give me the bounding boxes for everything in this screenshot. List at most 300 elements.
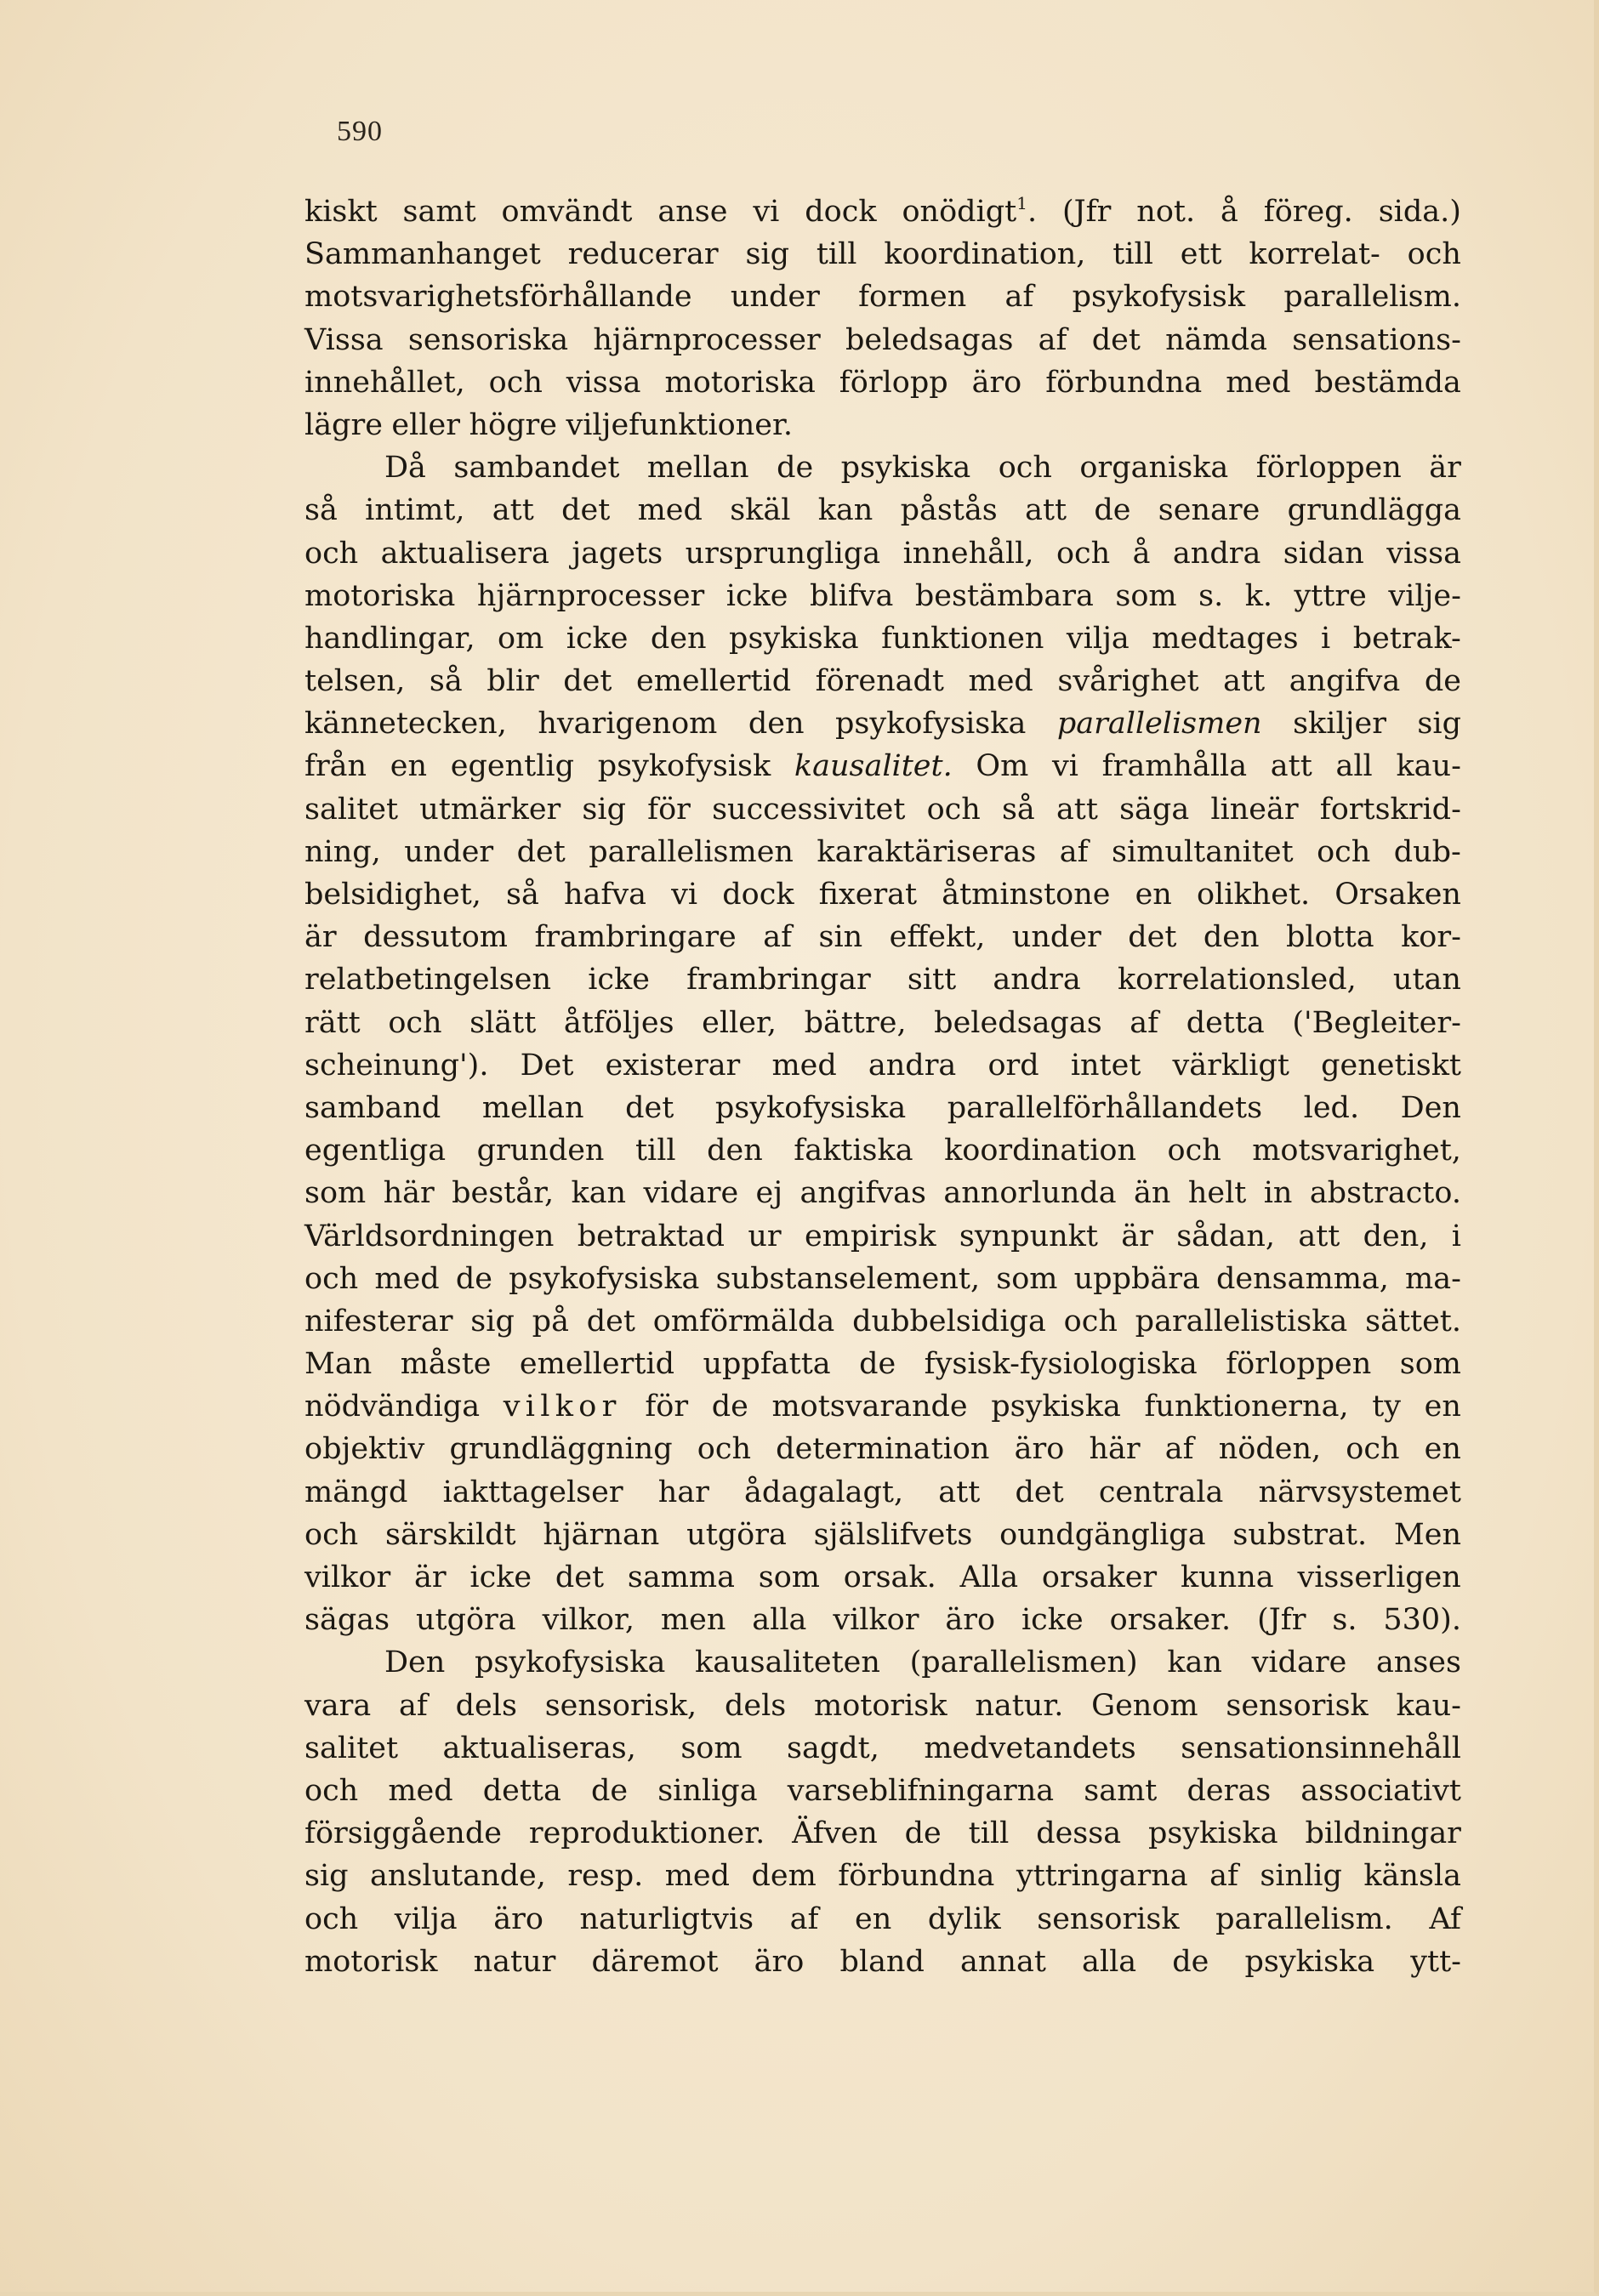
- word: en: [1424, 1390, 1461, 1424]
- word: orsaker: [1041, 1560, 1158, 1594]
- word: Då: [384, 451, 426, 486]
- word: kau-: [1396, 1688, 1461, 1723]
- word: natur: [473, 1944, 556, 1979]
- word: är: [1121, 1219, 1153, 1253]
- word: onödigt$^1$.: [902, 193, 1038, 229]
- word: alla: [1082, 1944, 1137, 1979]
- word: förloppen: [1255, 451, 1402, 486]
- word: reducerar: [567, 237, 719, 272]
- word: not.: [1136, 195, 1196, 229]
- word: och: [304, 1261, 359, 1296]
- word: att: [492, 493, 534, 528]
- word: orsak.: [843, 1560, 936, 1594]
- text-line: [304, 1044, 1461, 1087]
- word: omförmälda: [652, 1304, 835, 1338]
- word: här: [383, 1176, 435, 1211]
- word: korrelationsled,: [1117, 963, 1357, 997]
- word: relatbetingelsen: [304, 963, 552, 997]
- word: själslifvets: [813, 1517, 973, 1552]
- word: det: [586, 1304, 635, 1338]
- word: dels: [724, 1688, 787, 1723]
- word: uppbära: [1073, 1261, 1200, 1296]
- word: och: [304, 1517, 359, 1552]
- word: de: [455, 1261, 492, 1296]
- word: sägas: [304, 1603, 390, 1638]
- word: abstracto.: [1309, 1176, 1461, 1211]
- word: sida.): [1378, 195, 1461, 229]
- word: de: [777, 451, 814, 486]
- text-line: [304, 1812, 1461, 1855]
- word: äro: [493, 1901, 543, 1936]
- word: dessa: [1036, 1816, 1122, 1851]
- word: detta: [1186, 1005, 1265, 1040]
- word: med: [637, 493, 703, 528]
- word: försiggående: [304, 1816, 502, 1851]
- word: skäl: [730, 493, 791, 528]
- text-line: [304, 1428, 1461, 1470]
- word: naturligtvis: [579, 1901, 754, 1936]
- word: att: [1223, 664, 1266, 699]
- word: föreg.: [1263, 195, 1353, 229]
- text-line: [304, 1641, 1461, 1684]
- word: som: [304, 1176, 367, 1211]
- word: kor-: [1401, 920, 1461, 955]
- word: till: [816, 237, 857, 272]
- word: karaktäriseras: [817, 834, 1037, 869]
- text-line: [304, 1385, 1461, 1428]
- word: vilje-: [1388, 578, 1461, 613]
- word: lineär: [1210, 792, 1299, 827]
- word: med: [771, 1048, 837, 1083]
- word: värkligt: [1172, 1048, 1289, 1083]
- word: motsvarande: [771, 1390, 968, 1424]
- text-line: [304, 1898, 1461, 1941]
- word: annorlunda: [943, 1176, 1117, 1211]
- word: empirisk: [804, 1219, 936, 1253]
- word: af: [399, 1688, 428, 1723]
- word: s.: [1198, 578, 1224, 613]
- word: och: [697, 1432, 752, 1467]
- word: frambringar: [686, 963, 871, 997]
- word: de: [1424, 664, 1461, 699]
- body-text: [304, 190, 1461, 1983]
- word: samt: [402, 195, 476, 229]
- word: hjärnprocesser: [593, 322, 821, 357]
- word: telsen,: [304, 664, 406, 699]
- word: å: [1132, 536, 1151, 571]
- word: den: [650, 621, 707, 656]
- word: andra: [993, 963, 1081, 997]
- word: för: [647, 792, 691, 827]
- word: s.: [1332, 1603, 1357, 1638]
- word: handlingar,: [304, 621, 475, 656]
- word: ty: [1372, 1390, 1402, 1424]
- text-line: [304, 1599, 1461, 1641]
- text-line: [304, 1556, 1461, 1599]
- word: så: [1001, 792, 1035, 827]
- word: vilja: [394, 1901, 458, 1936]
- word: och: [1063, 1304, 1118, 1338]
- word: annat: [960, 1944, 1046, 1979]
- word: af: [789, 1901, 819, 1936]
- word: dock: [722, 878, 794, 912]
- word: förlopp: [839, 365, 948, 400]
- word: är: [1429, 451, 1461, 486]
- word: Om: [976, 749, 1029, 784]
- word: ur: [748, 1219, 782, 1253]
- word: bildningar: [1305, 1816, 1461, 1851]
- word: dylik: [927, 1901, 1001, 1936]
- text-line: [304, 276, 1461, 318]
- word: den: [748, 707, 805, 742]
- word: uppfatta: [703, 1347, 831, 1382]
- word: nöden,: [1218, 1432, 1322, 1467]
- word: salitet: [304, 792, 399, 827]
- word: sinlig: [1260, 1859, 1342, 1894]
- word: sitt: [907, 963, 957, 997]
- word: och: [998, 451, 1052, 486]
- word: högre: [469, 407, 557, 442]
- word: natur.: [975, 1688, 1064, 1723]
- word: den,: [1363, 1219, 1429, 1253]
- word: angifvas: [800, 1176, 927, 1211]
- word: centrala: [1098, 1475, 1224, 1509]
- word: vidare: [643, 1176, 739, 1211]
- word: Alla: [959, 1560, 1019, 1594]
- word: ursprungliga: [685, 536, 881, 571]
- text-line: [304, 1855, 1461, 1897]
- text-line: [304, 831, 1461, 873]
- word: kan: [571, 1176, 627, 1211]
- word: omvändt: [501, 195, 633, 229]
- word: icke: [469, 1560, 532, 1594]
- word: dessutom: [363, 920, 508, 955]
- word: sensorisk: [1226, 1688, 1369, 1723]
- word: består,: [452, 1176, 555, 1211]
- text-line: [304, 361, 1461, 404]
- word: deras: [1186, 1773, 1272, 1808]
- word: vissa: [1386, 536, 1461, 571]
- word: psykiska: [840, 451, 971, 486]
- word: äro: [754, 1944, 805, 1979]
- text-line: [304, 745, 1461, 787]
- word: med: [664, 1859, 731, 1894]
- word: blotta: [1285, 920, 1374, 955]
- word: af: [1059, 834, 1089, 869]
- word: parallelism.: [1215, 1901, 1393, 1936]
- word: aktualiseras,: [442, 1731, 636, 1765]
- word: en: [1424, 1432, 1461, 1467]
- word: bättre,: [804, 1005, 907, 1040]
- word: vilkor,: [542, 1603, 635, 1638]
- word: och: [1056, 536, 1111, 571]
- word: beledsagas: [845, 322, 1014, 357]
- word: har: [657, 1475, 709, 1509]
- word: helt: [1187, 1176, 1247, 1211]
- word: led.: [1303, 1090, 1360, 1125]
- word: sin: [818, 920, 863, 955]
- word: kan: [1167, 1645, 1222, 1680]
- text-line: [304, 1172, 1461, 1214]
- word: hjärnan: [543, 1517, 660, 1552]
- word: som: [1115, 578, 1177, 613]
- word: skiljer: [1293, 707, 1386, 742]
- text-line: [304, 1300, 1461, 1343]
- word: och: [488, 365, 543, 400]
- word: kausalitet.: [794, 749, 953, 784]
- word: grundlägga: [1287, 493, 1461, 528]
- word: egentliga: [304, 1134, 447, 1168]
- word: och: [1317, 834, 1371, 869]
- word: 530).: [1383, 1603, 1461, 1638]
- word: samband: [304, 1090, 441, 1125]
- word: objektiv: [304, 1432, 425, 1467]
- word: och: [388, 1005, 442, 1040]
- word: om: [498, 621, 544, 656]
- word: med: [374, 1261, 440, 1296]
- word: aktualisera: [380, 536, 549, 571]
- word: ytt-: [1410, 1944, 1461, 1979]
- word: sagdt,: [787, 1731, 879, 1765]
- word: så: [429, 664, 463, 699]
- text-line: [304, 532, 1461, 575]
- word: orsaker.: [1109, 1603, 1232, 1638]
- word: korrelat-: [1249, 237, 1380, 272]
- word: emellertid: [636, 664, 792, 699]
- word: scheinung').: [304, 1048, 489, 1083]
- word: än: [1134, 1176, 1171, 1211]
- word: förbundna: [838, 1859, 995, 1894]
- word: psykiska: [1147, 1816, 1278, 1851]
- word: vi: [753, 195, 780, 229]
- word: psykiska: [991, 1390, 1121, 1424]
- word: under: [1011, 920, 1101, 955]
- word: utmärker: [419, 792, 561, 827]
- word: Orsaken: [1334, 878, 1461, 912]
- word: existerar: [605, 1048, 741, 1083]
- word: sig: [470, 1304, 515, 1338]
- word: sensoriska: [407, 322, 569, 357]
- word: psykofysiska: [714, 1090, 907, 1125]
- word: associativt: [1300, 1773, 1461, 1808]
- text-line: [304, 660, 1461, 702]
- word: blifva: [809, 578, 894, 613]
- word: den: [707, 1134, 763, 1168]
- word: Af: [1429, 1901, 1461, 1936]
- word: samma: [627, 1560, 735, 1594]
- word: betraktad: [577, 1219, 726, 1253]
- text-line: [304, 1002, 1461, 1044]
- word: ej: [755, 1176, 783, 1211]
- word: olikhet.: [1196, 878, 1311, 912]
- word: kunna: [1180, 1560, 1274, 1594]
- word: simultanitet: [1112, 834, 1294, 869]
- word: kan: [817, 493, 873, 528]
- word: däremot: [591, 1944, 719, 1979]
- word: vidare: [1251, 1645, 1347, 1680]
- word: med: [1226, 365, 1291, 400]
- word: icke: [726, 578, 788, 613]
- word: af: [1004, 280, 1034, 315]
- page-number: 590: [337, 116, 383, 147]
- word: all: [1335, 749, 1373, 784]
- word: att: [1270, 749, 1312, 784]
- word: sådan,: [1176, 1219, 1275, 1253]
- word: närvsystemet: [1258, 1475, 1461, 1509]
- word: Det: [520, 1048, 574, 1083]
- word: motoriska: [664, 365, 816, 400]
- word: grundläggning: [449, 1432, 673, 1467]
- word: de: [859, 1347, 896, 1382]
- word: dels: [455, 1688, 517, 1723]
- word: anslutande,: [370, 1859, 546, 1894]
- word: alla: [752, 1603, 807, 1638]
- word: det: [563, 664, 612, 699]
- word: de: [711, 1390, 748, 1424]
- text-line: [304, 446, 1461, 489]
- word: funktionen: [881, 621, 1044, 656]
- word: beledsagas: [934, 1005, 1102, 1040]
- word: vilkor: [503, 1390, 622, 1424]
- word: kiskt: [304, 195, 378, 229]
- word: intimt,: [365, 493, 465, 528]
- word: yttringarna: [1016, 1859, 1188, 1894]
- word: med: [968, 664, 1033, 699]
- word: iakttagelser: [442, 1475, 623, 1509]
- text-line: [304, 1770, 1461, 1812]
- word: bestämda: [1314, 365, 1461, 400]
- word: det: [1128, 920, 1177, 955]
- word: lägre: [304, 407, 383, 442]
- word: fortskrid-: [1319, 792, 1461, 827]
- word: är: [413, 1560, 447, 1594]
- word: densamma,: [1216, 1261, 1389, 1296]
- word: anses: [1375, 1645, 1461, 1680]
- text-line: [304, 788, 1461, 831]
- word: det: [625, 1090, 674, 1125]
- word: ett: [1180, 237, 1222, 272]
- word: belsidighet,: [304, 878, 481, 912]
- word: substrat.: [1232, 1517, 1368, 1552]
- word: synpunkt: [959, 1219, 1098, 1253]
- word: viljefunktioner.: [566, 407, 794, 442]
- word: till: [1112, 237, 1153, 272]
- word: Den: [1400, 1090, 1461, 1125]
- word: salitet: [304, 1731, 399, 1765]
- word: med: [388, 1773, 453, 1808]
- word: substanselement,: [715, 1261, 981, 1296]
- word: ning,: [304, 834, 381, 869]
- word: Vissa: [304, 322, 384, 357]
- word: (Jfr: [1062, 195, 1112, 229]
- word: ma-: [1405, 1261, 1461, 1296]
- word: psykofysiska: [835, 707, 1027, 742]
- word: parallelismen: [589, 834, 794, 869]
- word: måste: [400, 1347, 492, 1382]
- word: och: [304, 536, 359, 571]
- word: icke: [588, 963, 650, 997]
- word: från: [304, 749, 367, 784]
- word: parallelismen: [1056, 707, 1262, 742]
- word: i: [1451, 1219, 1461, 1253]
- text-line: [304, 190, 1461, 233]
- word: k.: [1244, 578, 1273, 613]
- word: äro: [971, 365, 1022, 400]
- word: förloppen: [1226, 1347, 1372, 1382]
- word: så: [304, 493, 338, 528]
- text-line: [304, 1087, 1461, 1129]
- word: oundgängliga: [999, 1517, 1206, 1552]
- word: de: [590, 1773, 629, 1808]
- word: funktionerna,: [1144, 1390, 1349, 1424]
- word: dub-: [1393, 834, 1461, 869]
- word: utgöra: [686, 1517, 787, 1552]
- word: betrak-: [1352, 621, 1461, 656]
- word: sambandet: [453, 451, 620, 486]
- word: i: [1321, 621, 1331, 656]
- word: framhålla: [1101, 749, 1248, 784]
- text-line: [304, 1258, 1461, 1300]
- text-line: [304, 916, 1461, 958]
- word: som: [996, 1261, 1058, 1296]
- word: under: [730, 280, 820, 315]
- word: angifva: [1289, 664, 1401, 699]
- word: koordination,: [884, 237, 1086, 272]
- word: motoriska: [304, 578, 456, 613]
- word: motorisk: [304, 1944, 438, 1979]
- word: nödvändiga: [304, 1390, 481, 1424]
- word: rätt: [304, 1005, 361, 1040]
- word: det: [1015, 1475, 1064, 1509]
- word: att: [1056, 792, 1098, 827]
- word: egentlig: [450, 749, 574, 784]
- word: sinliga: [657, 1773, 758, 1808]
- word: sensationsinnehåll: [1181, 1731, 1461, 1765]
- word: å: [1221, 195, 1238, 229]
- word: emellertid: [519, 1347, 675, 1382]
- word: en: [855, 1901, 892, 1936]
- word: psykiska: [729, 621, 859, 656]
- word: blir: [487, 664, 539, 699]
- word: motorisk: [814, 1688, 947, 1723]
- word: Äfven: [792, 1816, 878, 1851]
- word: här: [1089, 1432, 1141, 1467]
- word: och: [304, 1773, 359, 1808]
- word: koordination: [944, 1134, 1137, 1168]
- word: sig: [582, 792, 626, 827]
- word: slätt: [469, 1005, 537, 1040]
- word: eller,: [702, 1005, 777, 1040]
- word: påstås: [900, 493, 998, 528]
- word: till: [968, 1816, 1010, 1851]
- word: särskildt: [385, 1517, 516, 1552]
- word: mellan: [646, 451, 749, 486]
- word: det: [555, 1560, 605, 1594]
- text-line: [304, 233, 1461, 276]
- word: utgöra: [415, 1603, 516, 1638]
- word: kausaliteten: [694, 1645, 880, 1680]
- word: af: [763, 920, 793, 955]
- word: psykofysiska: [474, 1645, 666, 1680]
- word: samt: [1084, 1773, 1158, 1808]
- word: förbundna: [1045, 365, 1203, 400]
- word: som: [1399, 1347, 1461, 1382]
- word: nämda: [1165, 322, 1267, 357]
- word: på: [532, 1304, 569, 1338]
- word: yttre: [1294, 578, 1367, 613]
- word: vissa: [566, 365, 641, 400]
- word: att: [1298, 1219, 1340, 1253]
